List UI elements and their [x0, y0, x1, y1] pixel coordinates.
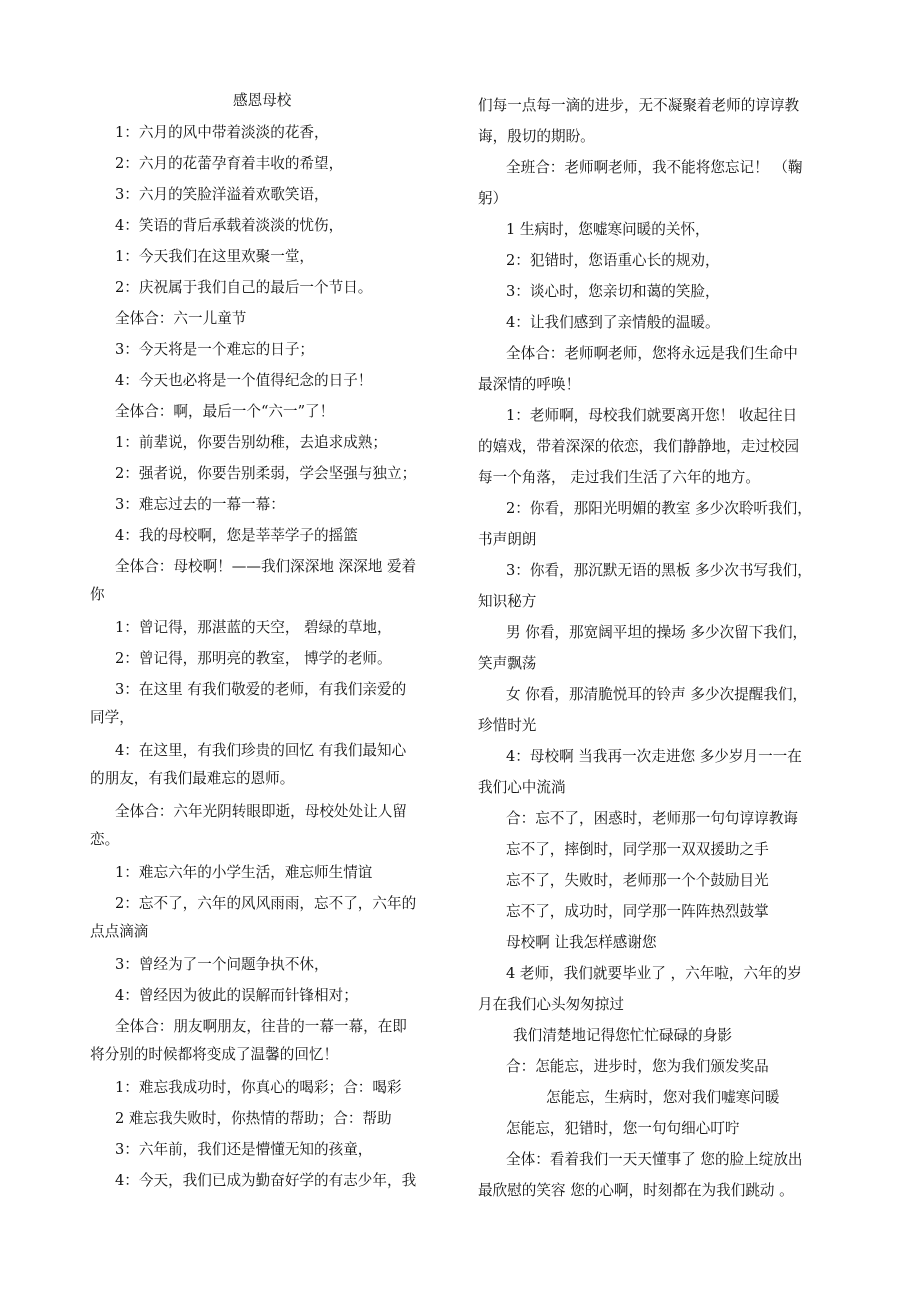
text-line: 全体合：啊，最后一个“六一”了！: [115, 403, 335, 420]
text-line: 4：今天，我们已成为勤奋好学的有志少年，我: [115, 1172, 417, 1189]
text-line: 最欣慰的笑容 您的心啊，时刻都在为我们跳动 。: [478, 1182, 794, 1199]
text-line: 全体合：六年光阴转眼即逝，母校处处让人留: [115, 803, 407, 820]
text-line: 全体：看着我们一天天懂事了 您的脸上绽放出: [506, 1151, 803, 1168]
text-line: 全体合：母校啊！——我们深深地 深深地 爱着: [115, 558, 417, 575]
text-line: 4：笑语的背后承载着淡淡的忧伤，: [115, 217, 344, 234]
text-line: 1：前辈说，你要告别幼稚，去追求成熟；: [115, 434, 387, 451]
text-line: 4 老师，我们就要毕业了 ，六年啦，六年的岁: [506, 965, 802, 982]
text-line: 3：曾经为了一个问题争执不休，: [115, 956, 329, 973]
text-line: 点点滴滴: [90, 923, 149, 940]
text-line: 全体合：老师啊老师，您将永远是我们生命中: [506, 345, 798, 362]
text-line: 的朋友，有我们最难忘的恩师。: [90, 770, 295, 787]
text-line: 1：老师啊，母校我们就要离开您！ 收起往日: [506, 407, 798, 424]
text-line: 书声朗朗: [478, 531, 537, 548]
text-line: 忘不了，成功时，同学那一阵阵热烈鼓掌: [506, 903, 769, 920]
text-line: 1：今天我们在这里欢聚一堂，: [115, 248, 315, 265]
text-line: 的嬉戏，带着深深的依恋，我们静静地，走过校园: [478, 438, 800, 455]
text-line: 我们心中流淌: [478, 779, 566, 796]
text-line: 同学，: [90, 709, 134, 726]
text-line: 3：在这里 有我们敬爱的老师，有我们亲爱的: [115, 681, 407, 698]
text-line: 笑声飘荡: [478, 655, 537, 672]
text-line: 我们清楚地记得您忙忙碌碌的身影: [513, 1027, 732, 1044]
text-line: 们每一点每一滴的进步，无不凝聚着老师的谆谆教: [478, 97, 800, 114]
text-line: 2：曾记得，那明亮的教室， 博学的老师。: [115, 650, 392, 667]
text-line: 1：难忘我成功时，你真心的喝彩；合：喝彩: [115, 1079, 402, 1096]
text-line: 3：六年前，我们还是懵懂无知的孩童，: [115, 1141, 373, 1158]
text-line: 4：让我们感到了亲情般的温暖。: [506, 314, 720, 331]
text-line: 全体合：六一儿童节: [115, 310, 247, 327]
text-line: 1：难忘六年的小学生活，难忘师生情谊: [115, 864, 373, 881]
text-line: 3：谈心时，您亲切和蔼的笑脸，: [506, 283, 720, 300]
text-line: 怎能忘，生病时，您对我们嘘寒问暖: [546, 1089, 780, 1106]
text-line: 合：怎能忘，进步时，您为我们颁发奖品: [506, 1058, 769, 1075]
text-line: 1：六月的风中带着淡淡的花香，: [115, 124, 329, 141]
text-line: 2：强者说，你要告别柔弱，学会坚强与独立；: [115, 465, 417, 482]
text-line: 将分别的时候都将变成了温馨的回忆！: [90, 1046, 339, 1063]
text-line: 4：母校啊 当我再一次走进您 多少岁月一一在: [506, 748, 802, 765]
text-line: 4：今天也必将是一个值得纪念的日子！: [115, 372, 373, 389]
text-line: 3：六月的笑脸洋溢着欢歌笑语，: [115, 186, 329, 203]
text-line: 合：忘不了，困惑时，老师那一句句谆谆教诲: [506, 810, 798, 827]
text-line: 1 生病时，您嘘寒问暖的关怀，: [506, 221, 710, 238]
text-line: 忘不了，摔倒时，同学那一双双援助之手: [506, 841, 769, 858]
text-line: 2：庆祝属于我们自己的最后一个节日。: [115, 279, 373, 296]
text-line: 躬）: [478, 190, 508, 207]
page-title: 感恩母校: [233, 92, 292, 109]
text-line: 恋。: [90, 831, 120, 848]
text-line: 珍惜时光: [478, 717, 537, 734]
text-line: 4：我的母校啊，您是莘莘学子的摇篮: [115, 527, 358, 544]
text-line: 1：曾记得，那湛蓝的天空， 碧绿的草地，: [115, 619, 392, 636]
text-line: 怎能忘，犯错时，您一句句细心叮咛: [506, 1120, 740, 1137]
text-line: 3：难忘过去的一幕一幕：: [115, 496, 285, 513]
text-line: 4：曾经因为彼此的误解而针锋相对；: [115, 987, 358, 1004]
text-line: 全体合：朋友啊朋友，往昔的一幕一幕，在即: [115, 1018, 407, 1035]
text-line: 母校啊 让我怎样感谢您: [506, 934, 657, 951]
text-line: 你: [90, 586, 105, 603]
text-line: 2：六月的花蕾孕育着丰收的希望，: [115, 155, 344, 172]
text-line: 最深情的呼唤！: [478, 376, 581, 393]
text-line: 每一个角落， 走过我们生活了六年的地方。: [478, 469, 760, 486]
text-line: 知识秘方: [478, 593, 537, 610]
text-line: 诲，殷切的期盼。: [478, 128, 595, 145]
text-line: 2：忘不了，六年的风风雨雨，忘不了，六年的: [115, 895, 417, 912]
text-line: 月在我们心头匆匆掠过: [478, 996, 624, 1013]
text-line: 忘不了，失败时，老师那一个个鼓励目光: [506, 872, 769, 889]
text-line: 男 你看，那宽阔平坦的操场 多少次留下我们，: [506, 624, 808, 641]
text-line: 3：你看，那沉默无语的黑板 多少次书写我们，: [506, 562, 812, 579]
text-line: 2：犯错时，您语重心长的规劝，: [506, 252, 720, 269]
text-line: 2：你看，那阳光明媚的教室 多少次聆听我们，: [506, 500, 812, 517]
text-line: 2 难忘我失败时，你热情的帮助；合：帮助: [115, 1110, 392, 1127]
text-line: 全班合：老师啊老师，我不能将您忘记！ （鞠: [506, 159, 803, 176]
text-line: 女 你看，那清脆悦耳的铃声 多少次提醒我们，: [506, 686, 808, 703]
text-line: 3：今天将是一个难忘的日子；: [115, 341, 315, 358]
text-line: 4：在这里，有我们珍贵的回忆 有我们最知心: [115, 742, 407, 759]
